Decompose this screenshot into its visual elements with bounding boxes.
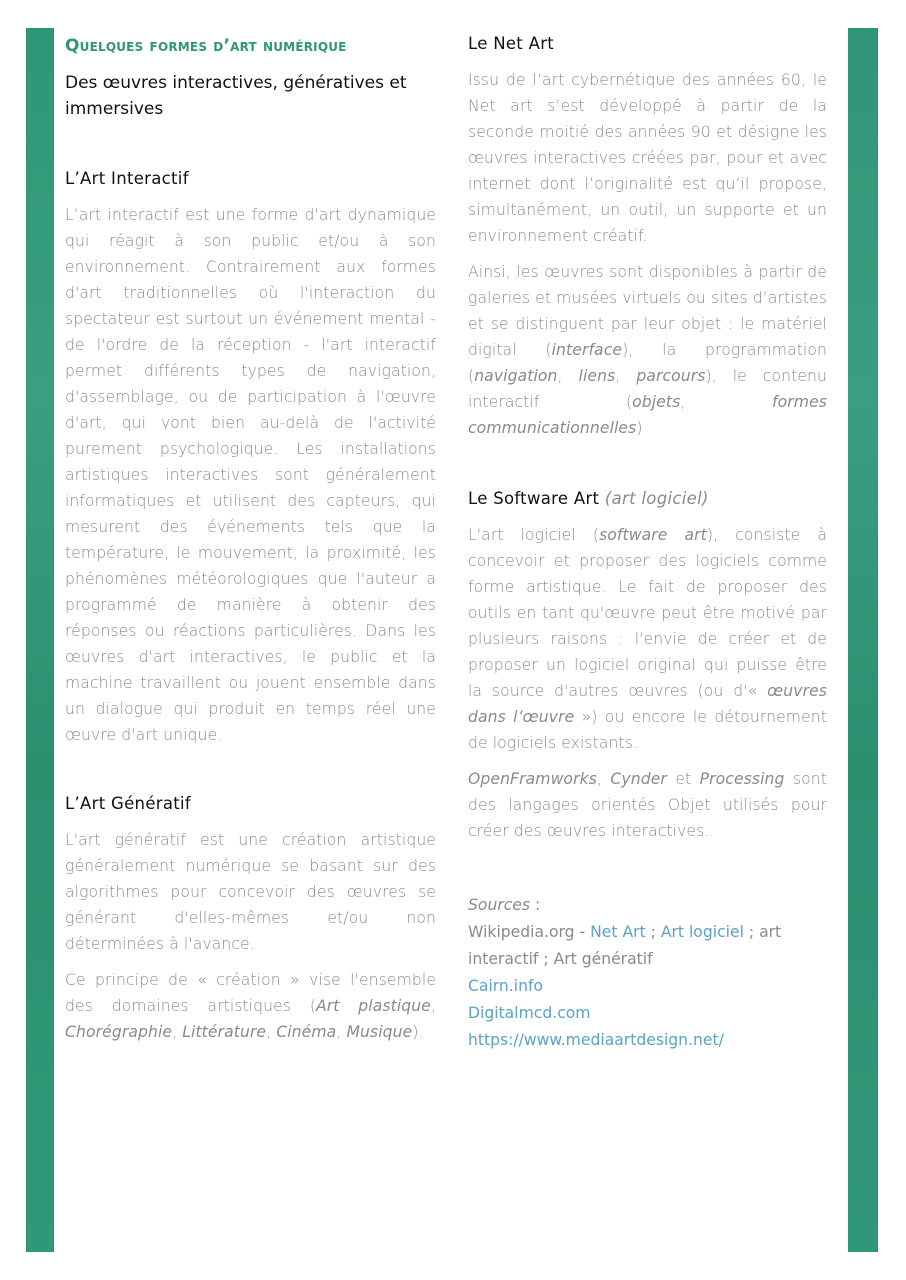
sources-colon: : (530, 896, 541, 914)
sources-label: Sources (468, 896, 531, 914)
heading-net-art: Le Net Art (468, 34, 555, 53)
paragraph-software-art-1 (468, 522, 827, 756)
text: ), consiste à concevoir et proposer des logiciels comme forme artistique. Le fait de proposer des outils en tant qu'œuvre peut être motivé par plusieurs raisons : l'envie de créer et de proposer un logiciel original qui puisse être la source d'autres œuvres (ou d'« (468, 526, 827, 700)
heading-art-interactif: L’Art Interactif (65, 169, 189, 188)
page (54, 28, 848, 1252)
sep: , (336, 1023, 347, 1041)
link-cairn[interactable]: Cairn.info (468, 977, 543, 995)
text: sont des langages orientés Objet utilisés pour créer des œuvres interactives. (468, 770, 827, 840)
paragraph-art-generatif-2 (65, 967, 436, 1045)
text: L'art logiciel ( (468, 526, 600, 544)
italic-openframworks: OpenFramworks (468, 770, 597, 788)
italic-interface: interface (551, 341, 623, 359)
italic-objets: objets (632, 393, 681, 411)
sep: , (172, 1023, 183, 1041)
page-kicker: Quelques formes d’art numérique (65, 36, 347, 56)
sources-block (468, 892, 827, 1054)
italic-cynder: Cynder (610, 770, 667, 788)
text: Ainsi, les œuvres sont disponibles à partir de galeries et musées virtuels ou sites d’artistes et se distinguent par leur objet : le matériel digital ( (468, 263, 827, 359)
text: ). (412, 1023, 424, 1041)
paragraph-art-interactif: L’art interactif est une forme d'art dynamique qui réagit à son public et/ou à son environnement. Contrairement aux formes d'art traditionnelles où l'interaction du spectateur est surtout un événement mental - de l'ordre de la réception - l'art interactif permet différents types de navigation, d'assemblage, ou de participation à l'œuvre d'art, qui vont bien au-delà de l'activité purement psychologique. Les installations artistiques interactives sont généralement informatiques et utilisent des capteurs, qui mesurent des événements tels que la température, le mouvement, la proximité, les phénomènes météorologiques que l'auteur a programmé de manière à obtenir des réponses ou réactions particulières. Dans les œuvres d'art interactives, le public et la machine travaillent ou jouent ensemble dans un dialogue qui produit en temps réel une œuvre d'art unique. (65, 206, 436, 744)
italic-choregraphie: Chorégraphie (65, 1023, 173, 1041)
text: ), le contenu interactif ( (468, 367, 827, 411)
right-column (468, 28, 827, 1054)
italic-software-art: software art (599, 526, 707, 544)
link-digitalmcd[interactable]: Digitalmcd.com (468, 1004, 591, 1022)
text: ») ou encore le détournement de logiciels existants. (468, 708, 827, 752)
paragraph-software-art-2: OpenFramworks, Cynder et Processing sont des langages orientés Objet utilisés pour créer des œuvres interactives. (468, 770, 827, 840)
paragraph-art-generatif-1: L'art génératif est une création artistique généralement numérique se basant sur des algorithmes pour concevoir des œuvres se générant d'elles-mêmes et/ou non déterminées à l'avance. (65, 831, 436, 953)
heading-software-art (468, 489, 827, 508)
sep: , (430, 997, 436, 1015)
page-subtitle: Des œuvres interactives, génératives et immersives (65, 73, 407, 119)
text: et (666, 770, 700, 788)
italic-musique: Musique (346, 1023, 413, 1041)
right-accent-bar (848, 28, 878, 1252)
paragraph-net-art-2: Ainsi, les œuvres sont disponibles à partir de galeries et musées virtuels ou sites d’artistes et se distinguent par leur objet : le matériel digital (interface), la programmation (navigation, liens, parcours), le contenu interactif (objets, formes communicationnelles) (468, 263, 827, 437)
heading-art-generatif: L’Art Génératif (65, 794, 192, 813)
text: ) (636, 419, 643, 437)
heading-software-art-note: (art logiciel) (604, 489, 709, 508)
italic-formes: formes communicationnelles (468, 393, 827, 437)
text: ; (645, 923, 661, 941)
left-column (65, 28, 436, 1045)
text: ; art (743, 923, 782, 941)
text: Ce principe de « création » vise l'ensemble des domaines artistiques ( (65, 971, 436, 1015)
link-art-logiciel[interactable]: Art logiciel (660, 923, 744, 941)
left-accent-bar (26, 28, 54, 1252)
italic-navigation: navigation (474, 367, 558, 385)
italic-processing: Processing (699, 770, 785, 788)
sep: , (266, 1023, 277, 1041)
sources-line-1 (468, 919, 827, 946)
link-mediaartdesign[interactable]: https://www.mediaartdesign.net/ (468, 1031, 724, 1049)
italic-cinema: Cinéma (276, 1023, 337, 1041)
link-net-art[interactable]: Net Art (590, 923, 646, 941)
italic-oeuvres-dans-oeuvre: œuvres dans l’œuvre (468, 682, 827, 726)
sources-line-2: interactif ; Art génératif (468, 950, 653, 968)
italic-parcours: parcours (636, 367, 706, 385)
italic-liens: liens (578, 367, 616, 385)
text: ), la programmation ( (468, 341, 827, 385)
text: Wikipedia.org - (468, 923, 591, 941)
heading-software-art-title: Le Software Art (468, 489, 600, 508)
paragraph-net-art-1: Issu de l’art cybernétique des années 60, le Net art s’est développé à partir de la seconde moitié des années 90 et désigne les œuvres interactives créées par, pour et avec internet dont l’originalité est qu’il propose, simultanément, un outil, un supporte et un environnement créatif. (468, 71, 827, 245)
italic-litterature: Littérature (182, 1023, 267, 1041)
italic-art-plastique: Art plastique (316, 997, 431, 1015)
sources-label-line (468, 892, 827, 919)
